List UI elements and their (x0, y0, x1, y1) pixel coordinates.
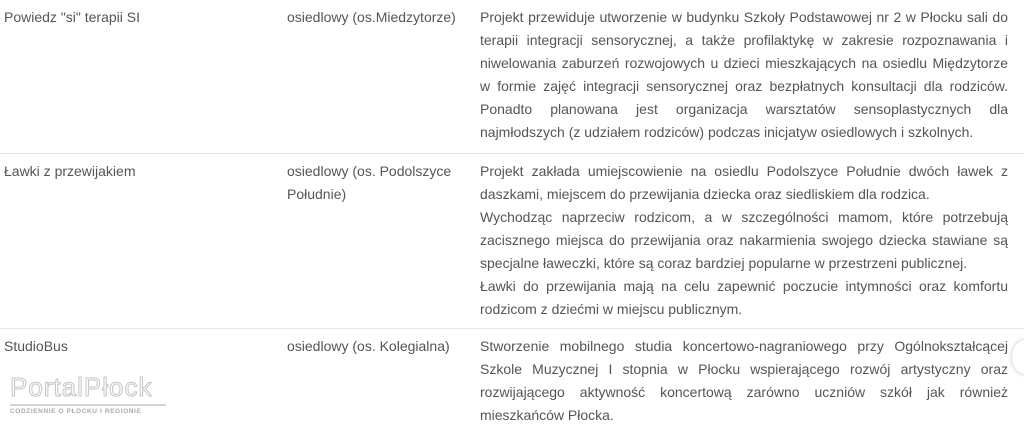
project-description (480, 160, 1008, 321)
description-line: Ponadto planowana jest organizacja warsztatów sensoplastycznych dla (480, 101, 1008, 117)
description-line: Projekt przewiduje utworzenie w budynku Szkoły Podstawowej nr 2 w Płocku sali do (480, 9, 1008, 25)
watermark-logo-text: PortalPłock (10, 372, 153, 402)
project-type: osiedlowy (os.Miedzytorze) (287, 9, 456, 25)
project-description (480, 6, 1008, 144)
project-type: osiedlowy (os. Kolegialna) (287, 338, 450, 354)
description-line: Ławki do przewijania mają na celu zapewnić poczucie intymności oraz komfortu (480, 278, 1008, 294)
description-line: zacisznego miejsca do przewijania oraz nakarmienia swojego dziecka stawiane są (480, 232, 1008, 248)
project-type: osiedlowy (os. Podolszyce Południe) (287, 163, 452, 202)
portalplock-watermark (10, 372, 170, 422)
description-line: Stworzenie mobilnego studia koncertowo-nagraniowego przy Ogólnokształcącej (480, 338, 1008, 354)
watermark-tagline: CODZIENNIE O PŁOCKU I REGIONIE (10, 408, 142, 415)
description-line: specjalne ławeczki, które są coraz bardziej popularne w przestrzeni publicznej. (480, 255, 968, 271)
description-line: daszkami, miejscem do przewijania dziecka oraz siedliskiem dla rodzica. (480, 186, 930, 202)
description-line: rozwijającego aktywność koncertową zarówno uczniów szkół jak również (480, 384, 1008, 400)
description-line: niwelowania zaburzeń rozwojowych u dzieci mieszkających na osiedlu Międzytorze (480, 55, 1008, 71)
project-name: Ławki z przewijakiem (4, 163, 136, 179)
description-line: rodzicom z dziećmi w miejscu publicznym. (480, 301, 743, 317)
description-line: mieszkańców Płocka. (480, 407, 614, 423)
project-name: Powiedz "si" terapii SI (4, 9, 140, 25)
watermark-divider (10, 404, 166, 406)
description-line: terapii integracji sensorycznej, a także profilaktykę w zakresie rozpoznawania i (480, 32, 1008, 48)
table-row (0, 0, 1024, 153)
project-name: StudioBus (4, 338, 68, 354)
description-line: najmłodszych (z udziałem rodziców) podczas inicjatyw osiedlowych i szkolnych. (480, 124, 974, 140)
project-description (480, 335, 1008, 427)
description-line: Szkole Muzycznej I stopnia w Płocku wspierającego rozwój artystyczny oraz (480, 361, 1008, 377)
description-line: Wychodząc naprzeciw rodzicom, a w szczególności mamom, które potrzebują (480, 209, 1008, 225)
table-row (0, 153, 1024, 328)
description-line: Projekt zakłada umiejscowienie na osiedlu Podolszyce Południe dwóch ławek z (480, 163, 1008, 179)
description-line: w formie zajęć integracji sensorycznej oraz bezpłatnych konsultacji dla rodziców. (480, 78, 1008, 94)
